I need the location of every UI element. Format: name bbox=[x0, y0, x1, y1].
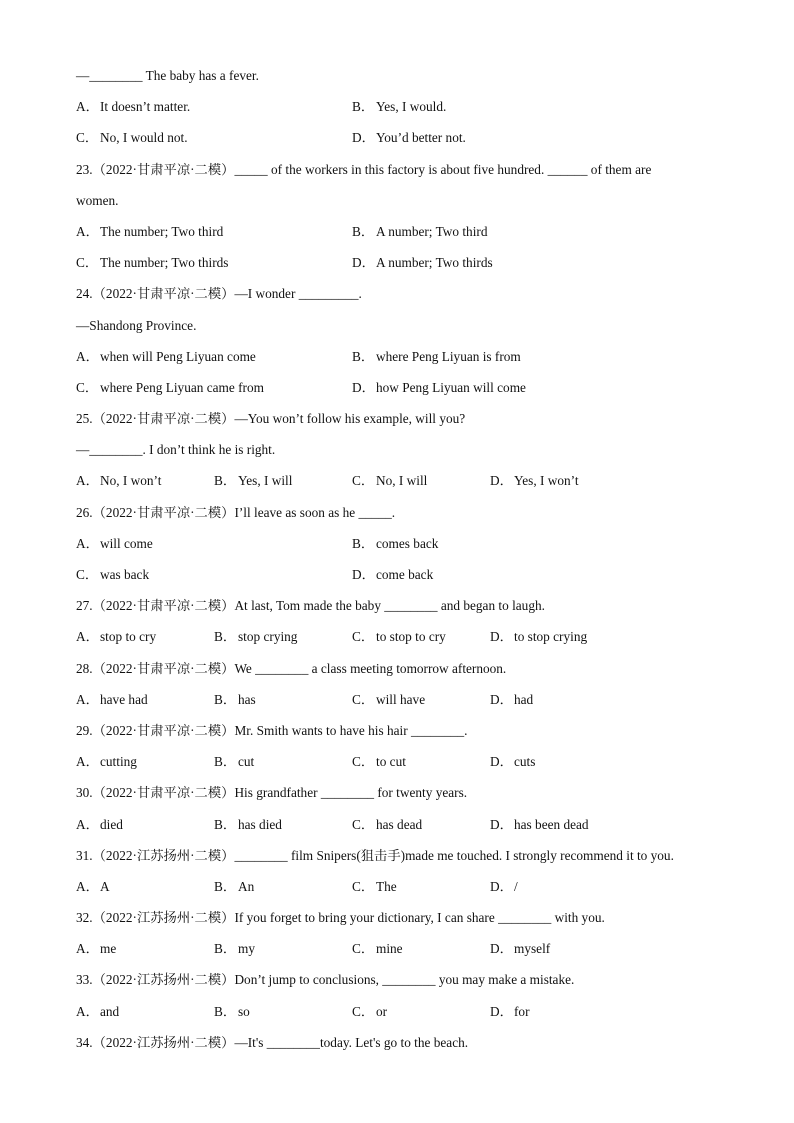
answer-option bbox=[76, 684, 148, 715]
option-text: where Peng Liyuan came from bbox=[100, 379, 264, 395]
answer-option bbox=[76, 809, 123, 840]
answer-option bbox=[352, 871, 397, 902]
option-text: cuts bbox=[514, 754, 536, 770]
option-text: A bbox=[100, 878, 110, 894]
options-row bbox=[76, 528, 736, 559]
option-text: and bbox=[100, 1003, 120, 1019]
option-letter: A． bbox=[76, 941, 99, 957]
question-line: 28.（2022·甘肃平凉·二模）We ________ a class meeting tomorrow afternoon. bbox=[76, 660, 507, 676]
answer-option bbox=[76, 216, 223, 247]
option-letter: C． bbox=[76, 379, 99, 395]
option-letter: A． bbox=[76, 348, 99, 364]
option-text: has dead bbox=[376, 816, 423, 832]
option-text: will come bbox=[100, 535, 153, 551]
option-letter: D． bbox=[490, 691, 513, 707]
answer-option bbox=[214, 621, 297, 652]
answer-option bbox=[352, 91, 446, 122]
option-text: how Peng Liyuan will come bbox=[376, 379, 526, 395]
option-letter: B． bbox=[214, 941, 237, 957]
question-line: 26.（2022·甘肃平凉·二模）I’ll leave as soon as he _____. bbox=[76, 504, 396, 520]
answer-option bbox=[352, 122, 466, 153]
option-letter: B． bbox=[352, 535, 375, 551]
option-letter: B． bbox=[352, 348, 375, 364]
option-text: to stop crying bbox=[514, 629, 588, 645]
question-line: 27.（2022·甘肃平凉·二模）At last, Tom made the baby ________ and began to laugh. bbox=[76, 598, 545, 614]
option-letter: A． bbox=[76, 754, 99, 770]
option-text: No, I won’t bbox=[100, 473, 162, 489]
option-letter: C． bbox=[352, 941, 375, 957]
option-letter: D． bbox=[490, 878, 513, 894]
answer-option bbox=[214, 996, 250, 1027]
option-text: come back bbox=[376, 567, 434, 582]
answer-option bbox=[490, 996, 530, 1027]
option-text: comes back bbox=[376, 535, 439, 551]
option-letter: C． bbox=[352, 878, 375, 894]
option-letter: A． bbox=[76, 878, 99, 894]
options-row bbox=[76, 809, 736, 840]
option-letter: C． bbox=[352, 1003, 375, 1019]
option-text: An bbox=[238, 878, 255, 894]
answer-option bbox=[352, 996, 387, 1027]
question-line: 29.（2022·甘肃平凉·二模）Mr. Smith wants to have his hair ________. bbox=[76, 722, 468, 738]
option-text: A number; Two thirds bbox=[376, 255, 493, 271]
answer-option bbox=[352, 465, 427, 496]
option-letter: C． bbox=[352, 629, 375, 645]
option-letter: D． bbox=[490, 754, 513, 770]
option-text: Yes, I would. bbox=[376, 99, 447, 115]
option-letter: B． bbox=[214, 691, 237, 707]
options-row bbox=[76, 684, 736, 715]
option-text: has been dead bbox=[514, 816, 589, 832]
option-letter: B． bbox=[214, 754, 237, 770]
option-text: will have bbox=[376, 691, 426, 707]
question-line: 23.（2022·甘肃平凉·二模）_____ of the workers in this factory is about five hundred. ______ of them are bbox=[76, 161, 652, 177]
option-text: for bbox=[514, 1003, 530, 1019]
options-row bbox=[76, 122, 736, 153]
option-letter: D． bbox=[352, 130, 375, 146]
option-text: or bbox=[376, 1003, 388, 1019]
option-text: The bbox=[376, 878, 397, 894]
option-letter: A． bbox=[76, 816, 99, 832]
answer-option bbox=[490, 746, 535, 777]
options-row bbox=[76, 996, 736, 1027]
option-letter: D． bbox=[490, 629, 513, 645]
option-text: Yes, I will bbox=[238, 473, 293, 489]
answer-option bbox=[76, 528, 153, 559]
answer-option bbox=[352, 216, 487, 247]
options-row bbox=[76, 871, 736, 902]
answer-option bbox=[352, 559, 433, 590]
question-line: —________. I don’t think he is right. bbox=[76, 442, 276, 458]
option-text: stop to cry bbox=[100, 629, 157, 645]
answer-option bbox=[214, 465, 292, 496]
question-line: —Shandong Province. bbox=[76, 317, 197, 333]
option-text: No, I would not. bbox=[100, 130, 188, 146]
options-row bbox=[76, 91, 736, 122]
option-letter: A． bbox=[76, 535, 99, 551]
option-text: myself bbox=[514, 941, 551, 957]
option-letter: B． bbox=[214, 629, 237, 645]
option-text: It doesn’t matter. bbox=[100, 99, 191, 115]
answer-option bbox=[352, 746, 406, 777]
answer-option bbox=[352, 372, 526, 403]
answer-option bbox=[76, 465, 161, 496]
option-text: cut bbox=[238, 754, 255, 770]
option-letter: D． bbox=[490, 1003, 513, 1019]
option-text: has died bbox=[238, 816, 282, 832]
option-letter: C． bbox=[76, 567, 99, 582]
option-letter: B． bbox=[214, 878, 237, 894]
question-line: 31.（2022·江苏扬州·二模）________ film Snipers(狙击手)made me touched. I strongly recommend it to you. bbox=[76, 847, 674, 863]
option-letter: C． bbox=[76, 130, 99, 146]
option-letter: A． bbox=[76, 1003, 99, 1019]
option-text: cutting bbox=[100, 754, 137, 770]
question-line: 33.（2022·江苏扬州·二模）Don’t jump to conclusions, ________ you may make a mistake. bbox=[76, 972, 575, 988]
answer-option bbox=[76, 871, 110, 902]
option-letter: C． bbox=[76, 255, 99, 271]
option-letter: C． bbox=[352, 754, 375, 770]
question-line: women. bbox=[76, 192, 119, 208]
options-row bbox=[76, 247, 736, 278]
question-line: 34.（2022·江苏扬州·二模）—It's ________today. Let's go to the beach. bbox=[76, 1034, 469, 1050]
option-text: Yes, I won’t bbox=[514, 473, 579, 489]
answer-option bbox=[490, 621, 587, 652]
option-letter: A． bbox=[76, 223, 99, 239]
option-text: to cut bbox=[376, 754, 406, 770]
option-letter: A． bbox=[76, 691, 99, 707]
option-text: where Peng Liyuan is from bbox=[376, 348, 521, 364]
answer-option bbox=[76, 372, 264, 403]
options-row bbox=[76, 933, 736, 964]
option-letter: D． bbox=[490, 941, 513, 957]
question-line: —________ The baby has a fever. bbox=[76, 68, 259, 83]
option-text: mine bbox=[376, 941, 403, 957]
answer-option bbox=[76, 933, 116, 964]
option-text: was back bbox=[100, 567, 150, 582]
option-letter: C． bbox=[352, 816, 375, 832]
answer-option bbox=[76, 341, 256, 372]
option-letter: B． bbox=[352, 223, 375, 239]
option-letter: D． bbox=[490, 473, 513, 489]
options-row bbox=[76, 216, 736, 247]
option-text: No, I will bbox=[376, 473, 428, 489]
answer-option bbox=[76, 746, 137, 777]
options-row bbox=[76, 465, 736, 496]
answer-option bbox=[214, 933, 255, 964]
option-letter: D． bbox=[490, 816, 513, 832]
answer-option bbox=[352, 684, 425, 715]
answer-option bbox=[76, 247, 228, 278]
question-line: 32.（2022·江苏扬州·二模）If you forget to bring your dictionary, I can share ________ with you. bbox=[76, 910, 605, 926]
answer-option bbox=[352, 341, 521, 372]
answer-option bbox=[352, 809, 422, 840]
option-text: / bbox=[514, 878, 518, 894]
answer-option bbox=[76, 122, 188, 153]
option-letter: B． bbox=[214, 473, 237, 489]
option-text: You’d better not. bbox=[376, 130, 466, 146]
option-text: died bbox=[100, 816, 123, 832]
option-letter: D． bbox=[352, 567, 375, 582]
option-text: The number; Two thirds bbox=[100, 255, 229, 271]
options-row bbox=[76, 621, 736, 652]
answer-option bbox=[490, 465, 579, 496]
answer-option bbox=[352, 247, 493, 278]
answer-option bbox=[490, 684, 533, 715]
option-letter: A． bbox=[76, 473, 99, 489]
question-line: 30.（2022·甘肃平凉·二模）His grandfather ________ for twenty years. bbox=[76, 785, 468, 801]
answer-option bbox=[490, 933, 550, 964]
options-row bbox=[76, 341, 736, 372]
option-text: so bbox=[238, 1003, 250, 1019]
answer-option bbox=[76, 559, 149, 590]
options-row bbox=[76, 372, 736, 403]
option-letter: B． bbox=[214, 816, 237, 832]
exam-page bbox=[76, 60, 736, 1058]
answer-option bbox=[214, 871, 254, 902]
answer-option bbox=[490, 809, 589, 840]
option-text: have had bbox=[100, 691, 148, 707]
answer-option bbox=[490, 871, 518, 902]
option-letter: C． bbox=[352, 473, 375, 489]
question-line: 25.（2022·甘肃平凉·二模）—You won’t follow his example, will you? bbox=[76, 411, 466, 427]
answer-option bbox=[352, 621, 446, 652]
option-letter: A． bbox=[76, 99, 99, 115]
option-letter: A． bbox=[76, 629, 99, 645]
answer-option bbox=[352, 528, 438, 559]
option-letter: B． bbox=[352, 99, 375, 115]
options-row bbox=[76, 559, 736, 590]
option-letter: D． bbox=[352, 379, 375, 395]
option-letter: D． bbox=[352, 255, 375, 271]
option-text: my bbox=[238, 941, 255, 957]
option-text: me bbox=[100, 941, 117, 957]
answer-option bbox=[214, 746, 254, 777]
answer-option bbox=[76, 91, 190, 122]
question-line: 24.（2022·甘肃平凉·二模）—I wonder _________. bbox=[76, 286, 362, 302]
options-row bbox=[76, 746, 736, 777]
option-text: stop crying bbox=[238, 629, 298, 645]
option-text: has bbox=[238, 691, 256, 707]
option-letter: B． bbox=[214, 1003, 237, 1019]
option-text: when will Peng Liyuan come bbox=[100, 348, 256, 364]
answer-option bbox=[76, 996, 119, 1027]
answer-option bbox=[214, 684, 256, 715]
option-text: A number; Two third bbox=[376, 223, 488, 239]
answer-option bbox=[352, 933, 403, 964]
answer-option bbox=[76, 621, 156, 652]
option-text: to stop to cry bbox=[376, 629, 446, 645]
option-text: had bbox=[514, 691, 534, 707]
option-letter: C． bbox=[352, 691, 375, 707]
answer-option bbox=[214, 809, 282, 840]
option-text: The number; Two third bbox=[100, 223, 224, 239]
